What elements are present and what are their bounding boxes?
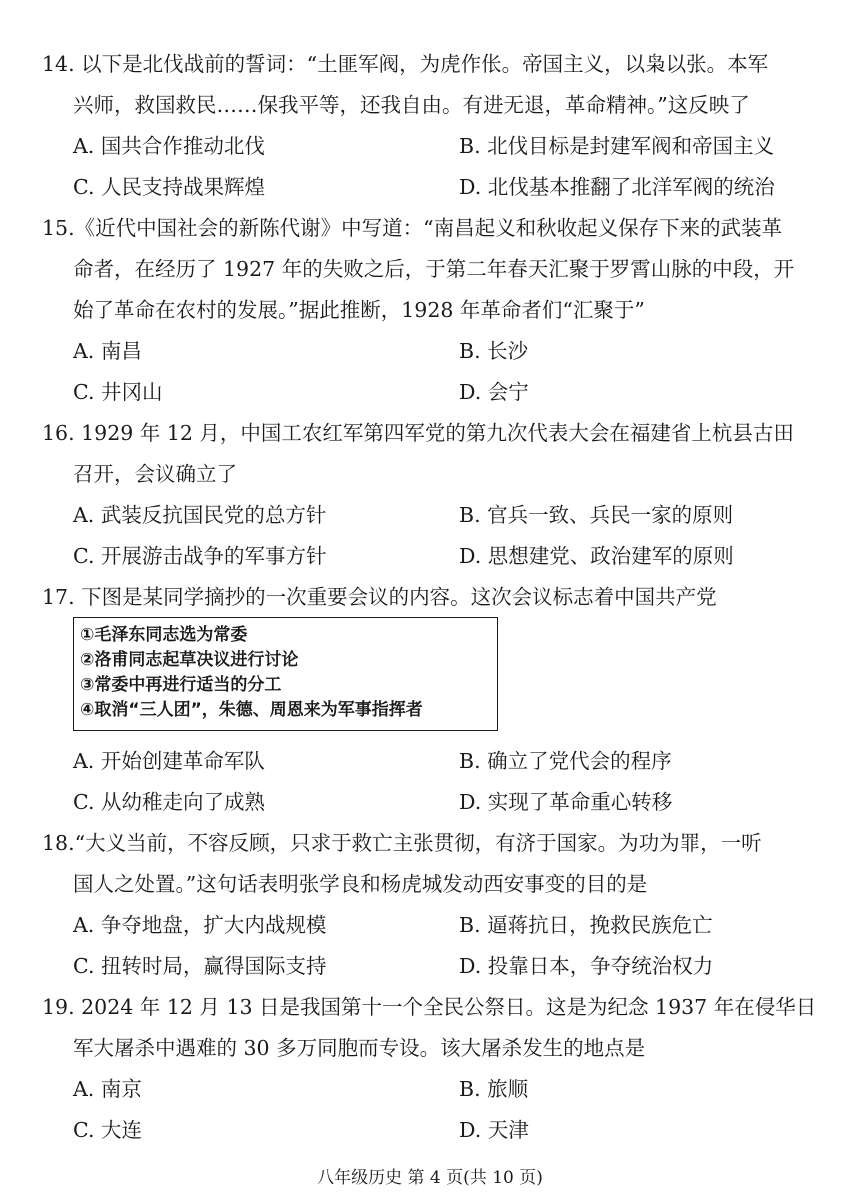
q19-stem-line2: 军大屠杀中遇难的 30 多万同胞而专设。该大屠杀发生的地点是 — [73, 1036, 646, 1060]
q18-stem-line1: 18.“大义当前，不容反顾，只求于救亡主张贯彻，有济于国家。为功为罪，一听 — [42, 831, 762, 855]
q16-stem-line1: 16. 1929 年 12 月，中国工农红军第四军党的第九次代表大会在福建省上杭县古田 — [42, 421, 794, 445]
q15-stem-line3: 始了革命在农村的发展。”据此推断，1928 年革命者们“汇聚于” — [73, 298, 645, 322]
q14-option-a: A. 国共合作推动北伐 — [73, 134, 265, 158]
q16-option-b: B. 官兵一致、兵民一家的原则 — [459, 503, 734, 527]
q17-stem-line1: 17. 下图是某同学摘抄的一次重要会议的内容。这次会议标志着中国共产党 — [42, 585, 717, 609]
q19-stem-line1: 19. 2024 年 12 月 13 日是我国第十一个全民公祭日。这是为纪念 1937 年在侵华日 — [42, 995, 817, 1019]
q16-option-a: A. 武装反抗国民党的总方针 — [73, 503, 327, 527]
q16-option-d: D. 思想建党、政治建军的原则 — [459, 544, 734, 568]
q18-option-b: B. 逼蒋抗日，挽救民族危亡 — [459, 913, 713, 937]
q14-option-c: C. 人民支持战果辉煌 — [73, 175, 265, 199]
q18-stem-line2: 国人之处置。”这句话表明张学良和杨虎城发动西安事变的目的是 — [73, 872, 648, 896]
q19-option-b: B. 旅顺 — [459, 1077, 529, 1101]
q14-option-d: D. 北伐基本推翻了北洋军阀的统治 — [459, 175, 775, 199]
q19-option-a: A. 南京 — [73, 1077, 142, 1101]
q17-option-d: D. 实现了革命重心转移 — [459, 790, 673, 814]
q14-stem-line2: 兴师，救国救民……保我平等，还我自由。有进无退，革命精神。”这反映了 — [73, 93, 750, 117]
q17-excerpt-box — [73, 617, 498, 731]
q18-option-c: C. 扭转时局，赢得国际支持 — [73, 954, 327, 978]
q19-option-c: C. 大连 — [73, 1118, 142, 1142]
q17-option-a: A. 开始创建革命军队 — [73, 749, 265, 773]
q16-option-c: C. 开展游击战争的军事方针 — [73, 544, 327, 568]
q15-stem-line2: 命者，在经历了 1927 年的失败之后，于第二年春天汇聚于罗霄山脉的中段，开 — [73, 257, 795, 281]
q15-option-c: C. 井冈山 — [73, 380, 163, 404]
q18-option-a: A. 争夺地盘，扩大内战规模 — [73, 913, 327, 937]
q17-box-item-4: ④取消“三人团”，朱德、周恩来为军事指挥者 — [80, 700, 423, 720]
q15-option-a: A. 南昌 — [73, 339, 142, 363]
q15-option-d: D. 会宁 — [459, 380, 529, 404]
q14-stem-line1: 14. 以下是北伐战前的誓词：“土匪军阀，为虎作伥。帝国主义，以枭以张。本军 — [42, 52, 769, 76]
q17-option-b: B. 确立了党代会的程序 — [459, 749, 672, 773]
q18-option-d: D. 投靠日本，争夺统治权力 — [459, 954, 714, 978]
q15-stem-line1: 15.《近代中国社会的新陈代谢》中写道：“南昌起义和秋收起义保存下来的武装革 — [42, 216, 783, 240]
q17-box-item-2: ②洛甫同志起草决议进行讨论 — [80, 650, 299, 670]
q17-box-item-1: ①毛泽东同志选为常委 — [80, 625, 248, 645]
q17-box-item-3: ③常委中再进行适当的分工 — [80, 675, 282, 695]
q15-option-b: B. 长沙 — [459, 339, 529, 363]
q17-option-c: C. 从幼稚走向了成熟 — [73, 790, 265, 814]
page-footer: 八年级历史 第 4 页(共 10 页) — [317, 1168, 543, 1188]
q14-option-b: B. 北伐目标是封建军阀和帝国主义 — [459, 134, 775, 158]
q19-option-d: D. 天津 — [459, 1118, 529, 1142]
q16-stem-line2: 召开，会议确立了 — [73, 462, 237, 486]
